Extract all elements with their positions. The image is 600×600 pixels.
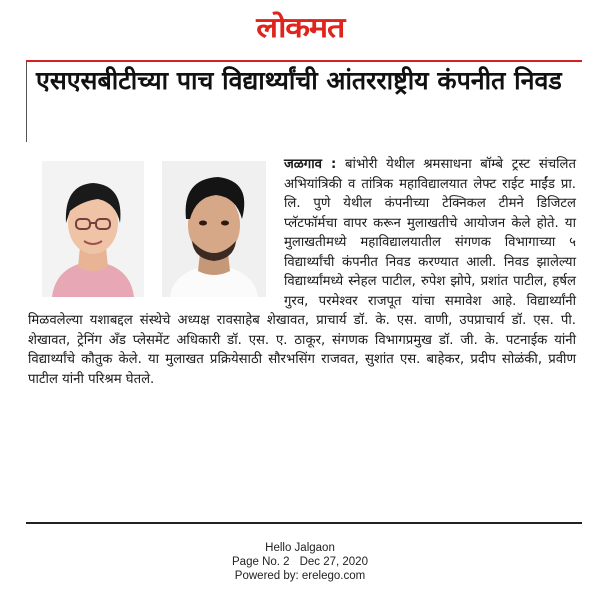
powered-by: Powered by: erelego.com	[234, 570, 366, 582]
article-text: बांभोरी येथील श्रमसाधना बॉम्बे ट्रस्ट संचलित अभियांत्रिकी व तांत्रिक महाविद्यालयात लेफ्ट राईट माईंड प्रा. लि. पुणे येथील कंपनीच्या टेक्निकल टीमने डिजिटल प्लॅटफॉर्मचा वापर करून मुलाखतीचे आयोजन केले होते. या मुलाखतीमध्ये महाविद्यालयातील संगणक विभागाच्या ५ विद्यार्थ्यांची कंपनीत निवड करण्यात आली. निवड झालेल्या विद्यार्थ्यांमध्ये स्नेहल पाटील, रुपेश झोपे, प्रशांत पाटील, हर्षल गुरव, परमेश्वर राजपूत यांचा समावेश आहे. विद्यार्थ्यांनी मिळवलेल्या यशाबद्दल संस्थेचे अध्यक्ष रावसाहेब शेखावत, प्राचार्य डॉ. के. एस. वाणी, उपप्राचार्य डॉ. एस. पी. शेखावत, ट्रेनिंग अँड प्लेसमेंट अधिकारी डॉ. एस. ए. ठाकूर, संगणक विभागप्रमुख डॉ. जी. के. पटनाईक यांनी विद्यार्थ्यांचे कौतुक केले. या मुलाखत प्रक्रियेसाठी सौरभसिंग राजवत, सुशांत एस. बाहेकर, प्रदीप सोळंकी, प्रवीण पाटील यांनी परिश्रम घेतले.	[28, 157, 576, 387]
page-number: Page No. 2	[232, 556, 290, 568]
publish-date: Dec 27, 2020	[299, 556, 368, 568]
publication-name: Hello Jalgaon	[265, 542, 335, 554]
student-photo-female	[42, 161, 144, 297]
student-photo-male	[162, 161, 266, 297]
page-info	[0, 555, 600, 569]
newspaper-logo: लोकमत	[256, 11, 344, 44]
article-body	[28, 155, 576, 389]
headline-side-rule	[26, 62, 27, 142]
footer-rule	[26, 522, 582, 524]
article-headline: एसएसबीटीच्या पाच विद्यार्थ्यांची आंतरराष्ट्रीय कंपनीत निवड	[36, 66, 562, 95]
photo-strip	[28, 161, 274, 301]
masthead	[0, 8, 600, 48]
header-rule	[26, 60, 582, 62]
page-footer	[0, 541, 600, 583]
dateline: जळगाव :	[284, 157, 337, 172]
